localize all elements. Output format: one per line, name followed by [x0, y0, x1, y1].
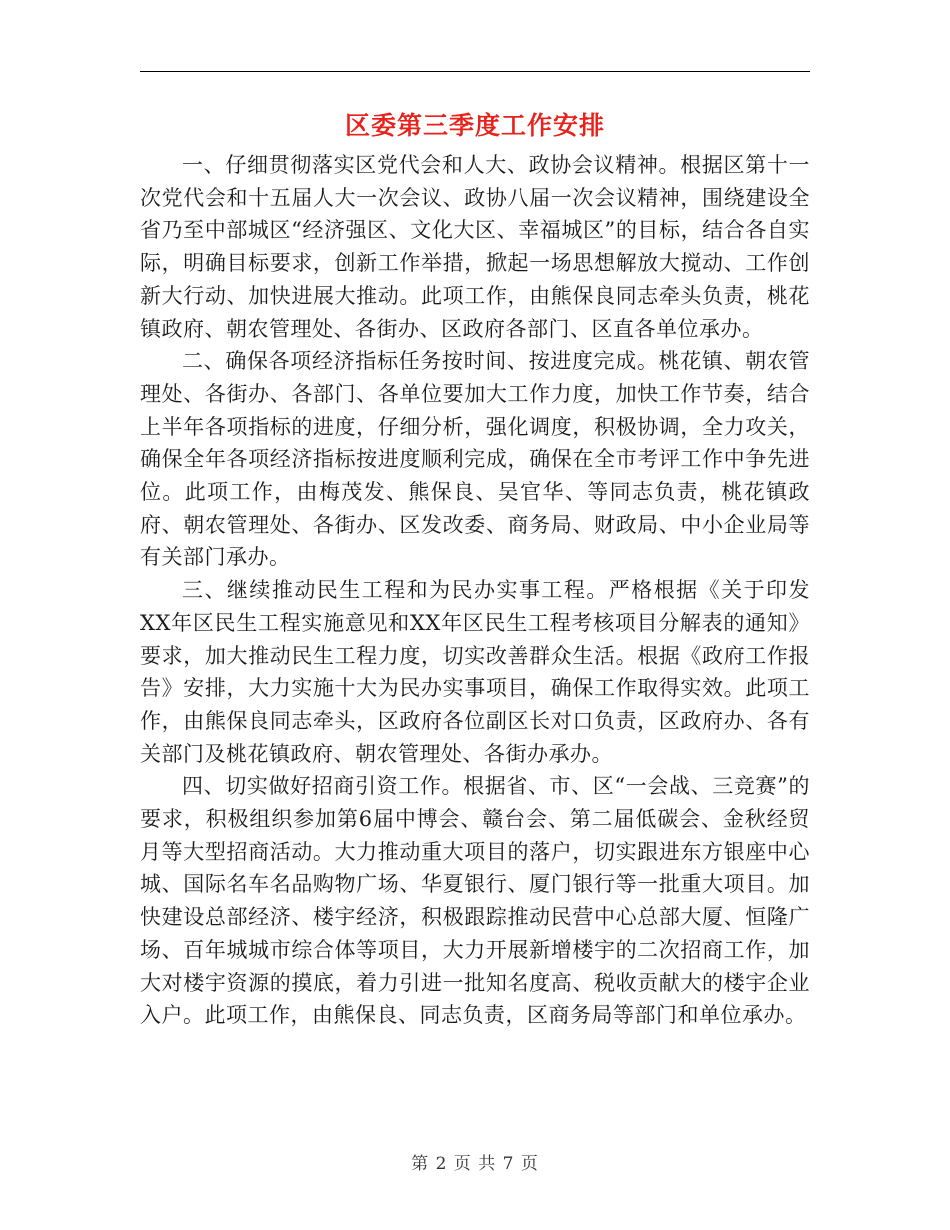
- header-rule: [140, 71, 810, 72]
- paragraph-3: 三、继续推动民生工程和为民办实事工程。严格根据《关于印发XX年区民生工程实施意见和XX年区民生工程考核项目分解表的通知》要求，加大推动民生工程力度，切实改善群众生活。根据《政府工作报告》安排，大力实施十大为民办实事项目，确保工作取得实效。此项工作，由熊保良同志牵头，区政府各位副区长对口负责，区政府办、各有关部门及桃花镇政府、朝农管理处、各街办承办。: [140, 578, 810, 766]
- paragraph-1: 一、仔细贯彻落实区党代会和人大、政协会议精神。根据区第十一次党代会和十五届人大一次会议、政协八届一次会议精神，围绕建设全省乃至中部城区“经济强区、文化大区、幸福城区”的目标，结合各自实际，明确目标要求，创新工作举措，掀起一场思想解放大搅动、工作创新大行动、加快进展大推动。此项工作，由熊保良同志牵头负责，桃花镇政府、朝农管理处、各街办、区政府各部门、区直各单位承办。: [140, 153, 810, 341]
- document-body: [140, 149, 810, 1032]
- paragraph-4: 四、切实做好招商引资工作。根据省、市、区“一会战、三竞赛”的要求，积极组织参加第6届中博会、赣台会、第二届低碳会、金秋经贸月等大型招商活动。大力推动重大项目的落户，切实跟进东方银座中心城、国际名车名品购物广场、华夏银行、厦门银行等一批重大项目。加快建设总部经济、楼宇经济，积极跟踪推动民营中心总部大厦、恒隆广场、百年城城市综合体等项目，大力开展新增楼宇的二次招商工作，加大对楼宇资源的摸底，着力引进一批知名度高、税收贡献大的楼宇企业入户。此项工作，由熊保良、同志负责，区商务局等部门和单位承办。: [140, 774, 810, 1028]
- page-number: 第 2 页 共 7 页: [411, 1154, 539, 1174]
- document-title: 区委第三季度工作安排: [344, 111, 605, 140]
- paragraph-2: 二、确保各项经济指标任务按时间、按进度完成。桃花镇、朝农管理处、各街办、各部门、各单位要加大工作力度，加快工作节奏，结合上半年各项指标的进度，仔细分析，强化调度，积极协调，全力攻关，确保全年各项经济指标按进度顺利完成，确保在全市考评工作中争先进位。此项工作，由梅茂发、熊保良、吴官华、等同志负责，桃花镇政府、朝农管理处、各街办、区发改委、商务局、财政局、中小企业局等有关部门承办。: [140, 349, 810, 570]
